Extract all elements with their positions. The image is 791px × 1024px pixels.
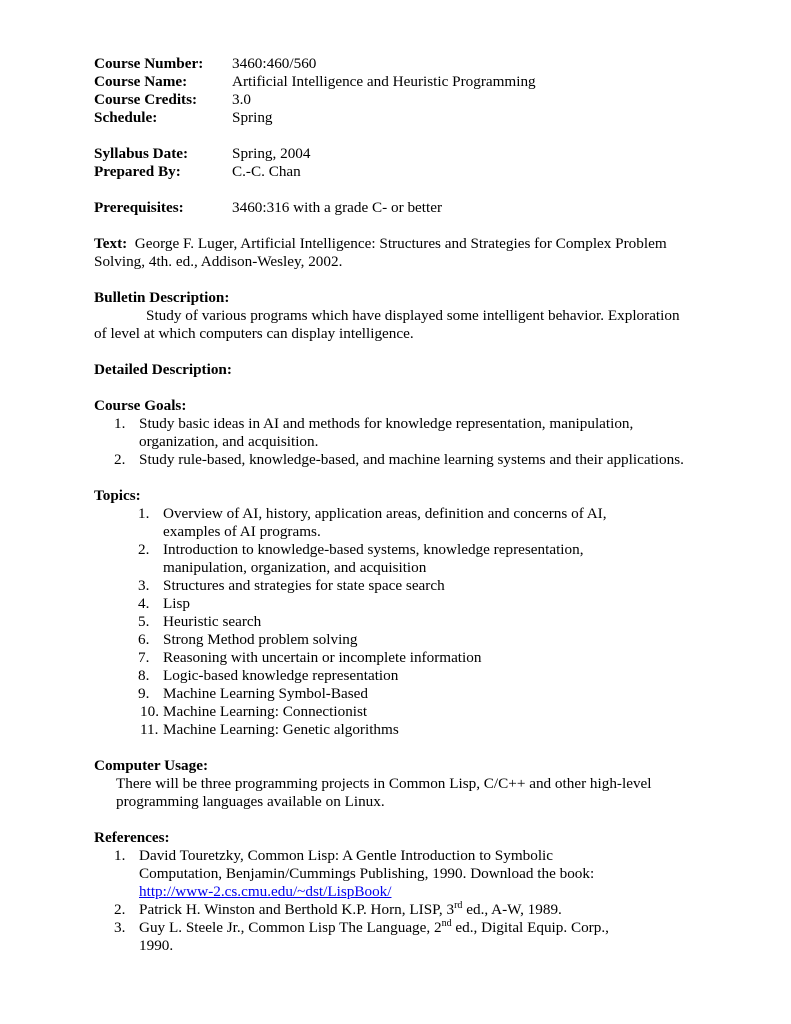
topics-block <box>94 487 714 739</box>
list-item-line: Logic-based knowledge representation <box>163 667 399 684</box>
prepared-by-value: C.-C. Chan <box>232 163 301 180</box>
prerequisites-label: Prerequisites: <box>94 199 184 216</box>
list-number: 4. <box>138 595 150 612</box>
computer-usage-line-2: programming languages available on Linux. <box>116 793 385 810</box>
textbook-line-2: Solving, 4th. ed., Addison-Wesley, 2002. <box>94 253 343 270</box>
syllabus-page <box>94 55 714 955</box>
list-number: 7. <box>138 649 150 666</box>
schedule-label: Schedule: <box>94 109 158 126</box>
list-item-line: Study basic ideas in AI and methods for knowledge representation, manipulation, <box>139 415 634 432</box>
course-goals-block <box>94 397 714 469</box>
course-number-label: Course Number: <box>94 55 204 72</box>
prerequisites-value: 3460:316 with a grade C- or better <box>232 199 443 216</box>
list-item <box>94 685 714 703</box>
list-item-line: Overview of AI, history, application areas, definition and concerns of AI, <box>163 505 607 522</box>
list-number: 9. <box>138 685 150 702</box>
bulletin-description-title: Bulletin Description: <box>94 289 230 306</box>
course-name-value: Artificial Intelligence and Heuristic Programming <box>232 73 536 90</box>
bulletin-description-line-2: of level at which computers can display intelligence. <box>94 325 414 342</box>
list-number: 1. <box>114 847 126 864</box>
course-number-value: 3460:460/560 <box>232 55 317 72</box>
list-item <box>94 721 714 739</box>
computer-usage-line-1: There will be three programming projects in Common Lisp, C/C++ and other high-level <box>116 775 652 792</box>
list-item <box>94 667 714 685</box>
prepared-by-label: Prepared By: <box>94 163 181 180</box>
list-number: 2. <box>114 451 126 468</box>
list-item-line: David Touretzky, Common Lisp: A Gentle Introduction to Symbolic <box>139 847 554 864</box>
lispbook-link[interactable]: http://www-2.cs.cmu.edu/~dst/LispBook/ <box>139 883 392 900</box>
textbook-line-1: George F. Luger, Artificial Intelligence: Structures and Strategies for Complex Problem <box>134 235 667 252</box>
list-number: 1. <box>138 505 150 522</box>
list-item <box>94 451 714 469</box>
course-number-row <box>94 55 714 73</box>
list-item <box>94 505 714 541</box>
topics-title: Topics: <box>94 487 141 504</box>
list-item-line: Heuristic search <box>163 613 262 630</box>
computer-usage-title: Computer Usage: <box>94 757 209 774</box>
list-item <box>94 919 714 955</box>
list-item-line: Patrick H. Winston and Berthold K.P. Horn, LISP, 3 <box>139 901 455 918</box>
list-item-line: Introduction to knowledge-based systems, knowledge representation, <box>163 541 584 558</box>
list-item-line: organization, and acquisition. <box>139 433 319 450</box>
textbook-label: Text: <box>94 235 128 252</box>
references-block <box>94 829 714 955</box>
computer-usage-block <box>94 757 714 811</box>
course-goals-title: Course Goals: <box>94 397 187 414</box>
detailed-description-title: Detailed Description: <box>94 361 232 378</box>
list-item-line: 1990. <box>139 937 174 954</box>
list-number: 8. <box>138 667 150 684</box>
list-item-line: Study rule-based, knowledge-based, and machine learning systems and their applications. <box>139 451 684 468</box>
list-item <box>94 577 714 595</box>
course-name-row <box>94 73 714 91</box>
list-item-line: Machine Learning: Connectionist <box>163 703 368 720</box>
list-item <box>94 541 714 577</box>
list-item-line: ed., A-W, 1989. <box>462 901 562 918</box>
list-item-line: examples of AI programs. <box>163 523 321 540</box>
prerequisites-row <box>94 199 714 217</box>
ordinal-suffix: nd <box>441 918 452 929</box>
list-item <box>94 613 714 631</box>
list-item <box>94 901 714 919</box>
list-item-line: ed., Digital Equip. Corp., <box>451 919 609 936</box>
list-item <box>94 415 714 451</box>
list-number: 5. <box>138 613 150 630</box>
course-credits-row <box>94 91 714 109</box>
bulletin-description-line-1: Study of various programs which have displayed some intelligent behavior. Exploration <box>146 307 680 324</box>
syllabus-date-row <box>94 145 714 163</box>
list-number: 11. <box>140 721 159 738</box>
bulletin-description-block <box>94 289 714 343</box>
list-item-line: Structures and strategies for state space search <box>163 577 445 594</box>
list-item <box>94 703 714 721</box>
schedule-value: Spring <box>232 109 273 126</box>
course-credits-value: 3.0 <box>232 91 251 108</box>
list-item <box>94 847 714 901</box>
list-item-line: Machine Learning: Genetic algorithms <box>163 721 399 738</box>
syllabus-date-label: Syllabus Date: <box>94 145 189 162</box>
syllabus-date-value: Spring, 2004 <box>232 145 311 162</box>
schedule-row <box>94 109 714 127</box>
list-number: 1. <box>114 415 126 432</box>
prepared-by-row <box>94 163 714 181</box>
list-number: 3. <box>138 577 150 594</box>
course-info-block <box>94 55 714 217</box>
list-item-line: Guy L. Steele Jr., Common Lisp The Language, 2 <box>139 919 442 936</box>
list-item-line: Computation, Benjamin/Cummings Publishing, 1990. Download the book: <box>139 865 595 882</box>
list-item <box>94 631 714 649</box>
list-item <box>94 649 714 667</box>
list-number: 2. <box>114 901 126 918</box>
list-item <box>94 595 714 613</box>
list-item-line: Machine Learning Symbol-Based <box>163 685 368 702</box>
textbook-block <box>94 235 714 271</box>
list-item-line: manipulation, organization, and acquisition <box>163 559 427 576</box>
list-item-line: Lisp <box>163 595 191 612</box>
list-item-line: Strong Method problem solving <box>163 631 358 648</box>
course-name-label: Course Name: <box>94 73 188 90</box>
references-title: References: <box>94 829 170 846</box>
list-number: 2. <box>138 541 150 558</box>
course-credits-label: Course Credits: <box>94 91 198 108</box>
list-number: 6. <box>138 631 150 648</box>
list-number: 10. <box>140 703 159 720</box>
list-item-line: Reasoning with uncertain or incomplete information <box>163 649 482 666</box>
ordinal-suffix: rd <box>454 900 463 911</box>
list-number: 3. <box>114 919 126 936</box>
